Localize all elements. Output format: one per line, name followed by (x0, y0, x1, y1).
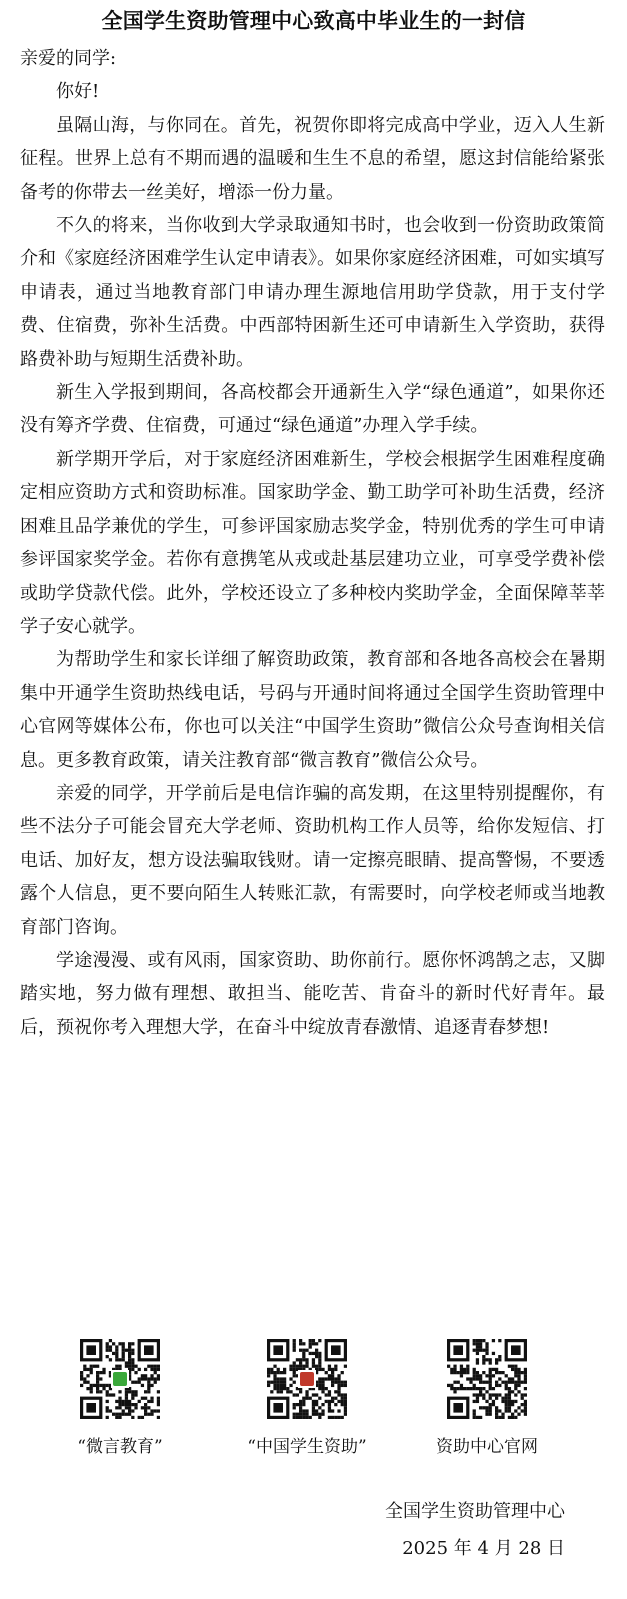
paragraph-fraud-warning: 亲爱的同学，开学前后是电信诈骗的高发期，在这里特别提醒你，有些不法分子可能会冒充大学老师、资助机构工作人员等，给你发短信、打电话、加好友，想方设法骗取钱财。请一定擦亮眼睛、提高警惕，不要透露个人信息，更不要向陌生人转账汇款，有需要时，向学校老师或当地教育部门咨询。 (20, 782, 605, 938)
paragraph-congratulations: 虽隔山海，与你同在。首先，祝贺你即将完成高中学业，迈入人生新征程。世界上总有不期而遇的温暖和生生不息的希望，愿这封信能给紧张备考的你带去一丝美好，增添一份力量。 (20, 114, 605, 203)
qr-item-official-site (392, 1335, 582, 1459)
letter-title: 全国学生资助管理中心致高中毕业生的一封信 (101, 9, 526, 33)
paragraph-greeting: 你好! (56, 81, 100, 103)
qr-caption: “中国学生资助” (247, 1437, 367, 1457)
qr-item-weiyan (25, 1335, 215, 1459)
qr-caption: “微言教育” (77, 1437, 163, 1457)
qr-code-icon[interactable] (447, 1339, 527, 1419)
salutation: 亲爱的同学: (20, 48, 117, 69)
qr-item-student-aid (212, 1335, 402, 1459)
paragraph-scholarships: 新学期开学后，对于家庭经济困难新生，学校会根据学生困难程度确定相应资助方式和资助标准。国家助学金、勤工助学可补助生活费，经济困难且品学兼优的学生，可参评国家励志奖学金，特别优秀的学生可申请参评国家奖学金。若你有意携笔从戎或赴基层建功立业，可享受学费补偿或助学贷款代偿。此外，学校还设立了多种校内奖助学金，全面保障莘莘学子安心就学。 (20, 448, 605, 637)
qr-caption: 资助中心官网 (436, 1437, 538, 1457)
paragraph-hotline: 为帮助学生和家长详细了解资助政策，教育部和各地各高校会在暑期集中开通学生资助热线电话，号码与开通时间将通过全国学生资助管理中心官网等媒体公布，你也可以关注“中国学生资助”微信公众号查询相关信息。更多教育政策，请关注教育部“微言教育”微信公众号。 (20, 649, 605, 771)
paragraph-green-channel: 新生入学报到期间，各高校都会开通新生入学“绿色通道”，如果你还没有筹齐学费、住宿费，可通过“绿色通道”办理入学手续。 (20, 382, 605, 437)
qr-code-icon[interactable] (267, 1339, 347, 1419)
qr-code-row (0, 1335, 627, 1465)
letter-body (20, 42, 605, 1044)
paragraph-closing: 学途漫漫、或有风雨，国家资助、助你前行。愿你怀鸿鹄之志，又脚踏实地，努力做有理想、敢担当、能吃苦、肯奋斗的新时代好青年。最后，预祝你考入理想大学，在奋斗中绽放青春激情、追逐青春梦想! (20, 949, 605, 1038)
signature-date: 2025 年 4 月 28 日 (402, 1538, 565, 1559)
paragraph-loan-policy: 不久的将来，当你收到大学录取通知书时，也会收到一份资助政策简介和《家庭经济困难学生认定申请表》。如果你家庭经济困难，可如实填写申请表，通过当地教育部门申请办理生源地信用助学贷款，用于支付学费、住宿费，弥补生活费。中西部特困新生还可申请新生入学资助，获得路费补助与短期生活费补助。 (20, 215, 605, 370)
qr-code-icon[interactable] (80, 1339, 160, 1419)
signature-org: 全国学生资助管理中心 (385, 1501, 565, 1522)
